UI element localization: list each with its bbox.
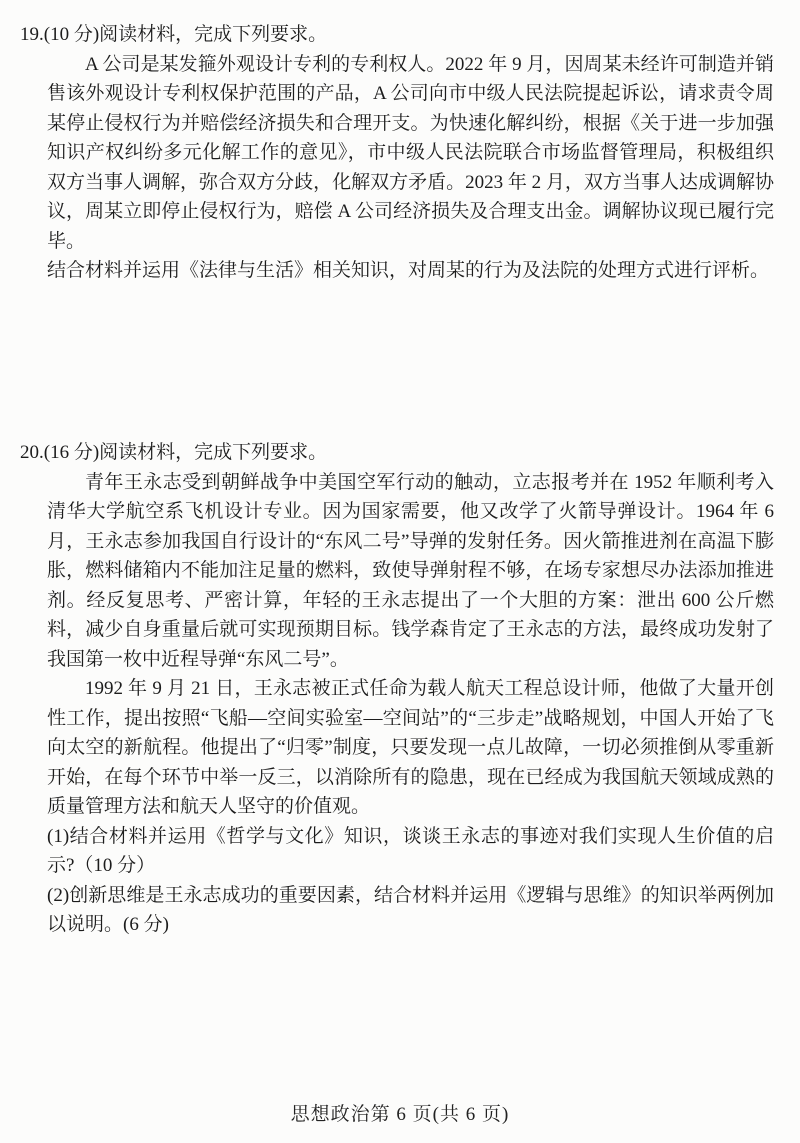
question-20-subquestion-1: (1)结合材料并运用《哲学与文化》知识，谈谈王永志的事迹对我们实现人生价值的启示?（10 分） <box>47 825 774 876</box>
question-20 <box>20 438 774 940</box>
question-20-subquestion-2: (2)创新思维是王永志成功的重要因素，结合材料并运用《逻辑与思维》的知识举两例加以说明。(6 分) <box>47 884 774 935</box>
question-20-header: 20.(16 分)阅读材料，完成下列要求。 <box>20 442 328 463</box>
question-19-material-paragraph: A 公司是某发箍外观设计专利的专利权人。2022 年 9 月，因周某未经许可制造并销售该外观设计专利权保护范围的产品，A 公司向市中级人民法院提起诉讼，请求责令周某停止侵权行为并赔偿经济损失和合理开支。为快速化解纠纷，根据《关于进一步加强知识产权纠纷多元化解工作的意见》，市中级人民法院联合市场监督管理局，积极组织双方当事人调解，弥合双方分歧，化解双方矛盾。2023 年 2 月，双方当事人达成调解协议，周某立即停止侵权行为，赔偿 A 公司经济损失及合理支出金。调解协议现已履行完毕。 <box>47 53 774 252</box>
question-20-material-paragraph-1: 青年王永志受到朝鲜战争中美国空军行动的触动，立志报考并在 1952 年顺利考入清华大学航空系飞机设计专业。因为国家需要，他又改学了火箭导弹设计。1964 年 6 月，王永志参加我国自行设计的“东风二号”导弹的发射任务。因火箭推进剂在高温下膨胀，燃料储箱内不能加注足量的燃料，致使导弹射程不够，在场专家想尽办法添加推进剂。经反复思考、严密计算，年轻的王永志提出了一个大胆的方案：泄出 600 公斤燃料，减少自身重量后就可实现预期目标。钱学森肯定了王永志的方法，最终成功发射了我国第一枚中近程导弹“东风二号”。 <box>47 471 774 670</box>
page-footer: 思想政治第 6 页(共 6 页) <box>290 1104 510 1125</box>
question-19-header: 19.(10 分)阅读材料，完成下列要求。 <box>20 24 328 45</box>
question-19-requirement: 结合材料并运用《法律与生活》相关知识，对周某的行为及法院的处理方式进行评析。 <box>47 260 770 281</box>
question-19 <box>20 20 774 286</box>
question-20-material-paragraph-2: 1992 年 9 月 21 日，王永志被正式任命为载人航天工程总设计师，他做了大量开创性工作，提出按照“飞船—空间实验室—空间站”的“三步走”战略规划，中国人开始了飞向太空的新航程。他提出了“归零”制度，只要发现一点儿故障，一切必须推倒从零重新开始，在每个环节中举一反三，以消除所有的隐患，现在已经成为我国航天领域成熟的质量管理方法和航天人坚守的价值观。 <box>47 678 774 817</box>
